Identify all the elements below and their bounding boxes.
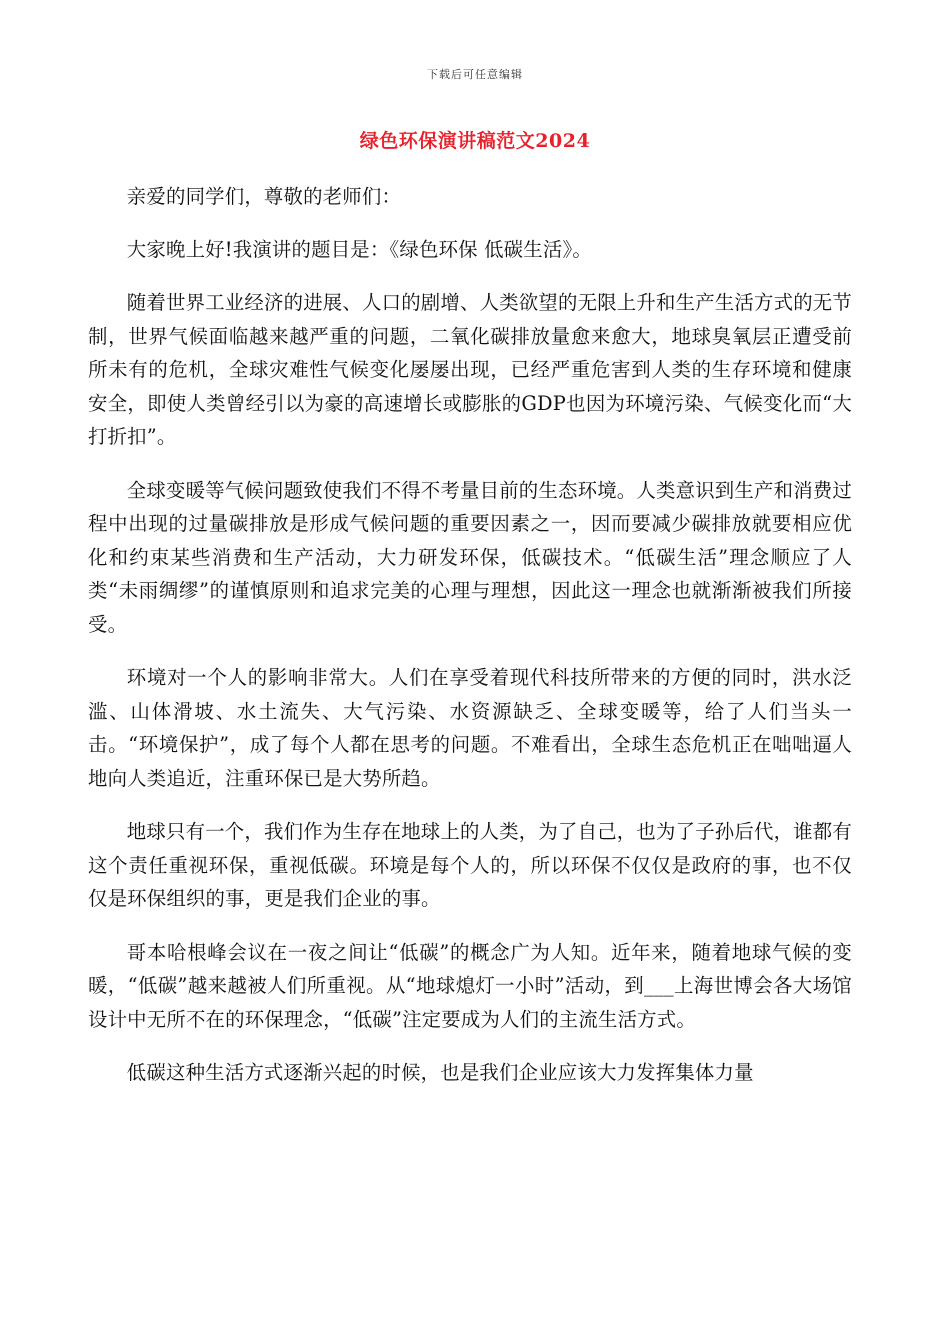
- paragraph: 地球只有一个，我们作为生存在地球上的人类，为了自己，也为了子孙后代，谁都有这个责任重视环保，重视低碳。环境是每个人的，所以环保不仅仅是政府的事，也不仅仅是环保组织的事，更是我们企业的事。: [88, 820, 852, 910]
- paragraph-topic: 大家晚上好!我演讲的题目是：《绿色环保 低碳生活》。: [126, 237, 592, 261]
- paragraph: 全球变暖等气候问题致使我们不得不考量目前的生态环境。人类意识到生产和消费过程中出现的过量碳排放是形成气候问题的重要因素之一，因而要减少碳排放就要相应优化和约束某些消费和生产活动，大力研发环保，低碳技术。“低碳生活”理念顺应了人类“未雨绸缪”的谨慎原则和追求完美的心理与理想，因此这一理念也就渐渐被我们所接受。: [88, 478, 852, 636]
- header-note: 下载后可任意编辑: [427, 68, 523, 81]
- document-title: 绿色环保演讲稿范文2024: [359, 130, 591, 152]
- paragraph: 随着世界工业经济的进展、人口的剧增、人类欲望的无限上升和生产生活方式的无节制，世界气候面临越来越严重的问题，二氧化碳排放量愈来愈大，地球臭氧层正遭受前所未有的危机，全球灾难性气候变化屡屡出现，已经严重危害到人类的生存环境和健康安全，即使人类曾经引以为豪的高速增长或膨胀的GDP也因为环境污染、气候变化而“大打折扣”。: [88, 291, 852, 448]
- paragraph: 哥本哈根峰会议在一夜之间让“低碳”的概念广为人知。近年来，随着地球气候的变暖，“低碳”越来越被人们所重视。从“地球熄灯一小时”活动，到___上海世博会各大场馆设计中无所不在的环保理念，“低碳”注定要成为人们的主流生活方式。: [88, 940, 852, 1031]
- paragraph: 低碳这种生活方式逐渐兴起的时候，也是我们企业应该大力发挥集体力量: [126, 1061, 754, 1084]
- document-body: [88, 180, 852, 1110]
- paragraph: 环境对一个人的影响非常大。人们在享受着现代科技所带来的方便的同时，洪水泛滥、山体滑坡、水土流失、大气污染、水资源缺乏、全球变暖等，给了人们当头一击。“环境保护”，成了每个人都在思考的问题。不难看出，全球生态危机正在咄咄逼人地向人类追近，注重环保已是大势所趋。: [88, 666, 852, 790]
- paragraph-greeting: 亲爱的同学们，尊敬的老师们：: [126, 185, 402, 208]
